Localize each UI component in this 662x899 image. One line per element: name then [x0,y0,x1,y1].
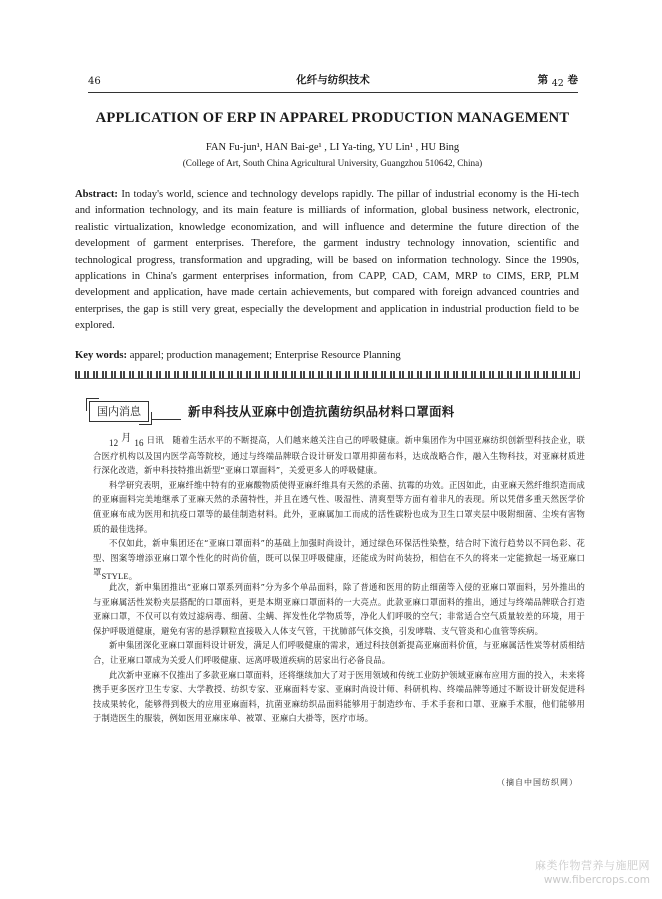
news-style-word: STYLE。 [101,571,138,582]
header-rule [88,92,578,93]
paper-title: APPLICATION OF ERP IN APPAREL PRODUCTION MANAGEMENT [95,110,570,126]
page-number: 46 [88,76,101,87]
decorative-border-rule [75,378,580,379]
keywords [75,350,579,361]
news-date-suffix: 日讯 [146,435,164,445]
news-paragraph-1-text: 随着生活水平的不断提高，人们越来越关注自己的呼吸健康。新申集团作为中国亚麻纺织创新型科技企业，联合医疗机构以及国内医学高等院校，通过与终端品牌联合设计研发口罩用抑菌布料，达成战略合作，融入生物科技，对亚麻材质进行深化改造，新申科技特推出新型“亚麻口罩面料”，关爱更多人的呼吸健康。 [93,435,585,476]
paper-authors: FAN Fu-jun¹, HAN Bai-ge¹ , LI Ya-ting, YU Lin¹ , HU Bing [205,142,460,153]
news-paragraph-2: 科学研究表明，亚麻纤维中特有的亚麻酸物质使得亚麻纤维具有天然的杀菌、抗霉的功效。正因如此，由亚麻天然纤维织造而成的亚麻面料完美地继承了亚麻天然的杀菌特性，并且在透气性、吸湿性、清爽型等方面有着非凡的表现。所以凭借多重天然医学价值亚麻布成为医用和抗疫口罩等的最佳制造材料。此外，亚麻属加工而成的活性碳粉也成为卫生口罩夹层中吸附细菌、尘埃有害物质的最佳选择。 [93,479,585,534]
running-header [88,70,578,90]
abstract [75,187,579,335]
news-label-rule [151,419,181,420]
abstract-label: Abstract: [75,189,118,200]
decorative-border [75,371,580,378]
paper-affiliation: (College of Art, South China Agricultural University, Guangzhou 510642, China) [182,158,483,168]
news-date-month: 12 [109,438,119,448]
news-paragraph-3 [93,536,585,580]
news-title: 新申科技从亚麻中创造抗菌纺织品材料口罩面料 [188,404,455,419]
volume-suffix: 卷 [567,74,578,86]
journal-name: 化纤与纺织技术 [296,74,370,86]
news-body [93,433,585,726]
watermark-line-1: 麻类作物营养与施肥网 [535,859,650,872]
news-date-month-unit: 月 [121,433,132,444]
keywords-label: Key words: [75,350,128,361]
volume-prefix: 第 [537,74,549,86]
news-section-label: 国内消息 [89,401,149,422]
news-paragraph-4: 此次，新申集团推出“亚麻口罩系列面料”分为多个单品面料，除了普通和医用的防止细菌等入侵的亚麻口罩面料，另外推出的与亚麻属活性炭粉夹层搭配的口罩面料，更是本期亚麻口罩面料的一大亮点。此款亚麻口罩面料的推出，通过与终端品牌联合打造亚麻口罩，不仅可以有效过滤病毒、细菌、尘螨、挥发性化学物质等，净化人们呼吸的空气；非常适合空气质量较差的环境，用于保护呼吸道健康，避免有害的悬浮颗粒直接吸入人体支气管，干扰肺部气体交换，引发哮喘、支气管炎和心血管等疾病。 [93,581,585,636]
news-paragraph-3-text: 不仅如此，新申集团还在“亚麻口罩面料”的基础上加强时尚设计，通过绿色环保活性染整，结合时下流行趋势以不同色彩、花型、图案等增添亚麻口罩个性化的时尚价值，既可以保卫呼吸健康，还能成为时尚装扮，相信在不久的将来一定能掀起一场亚麻口罩 [93,538,585,578]
watermark [535,858,650,888]
abstract-text: In today's world, science and technology develops rapidly. The pillar of industrial economy is the Hi-tech and information technology, and its main feature is milliards of information, global business network, electronic, realistic virtualization, knowledge economization, and will influence and determine the future direction of the development of garment enterprises. Therefore, the garment industry technology innovation, scientific and technological progress, transformation and upgrading, will be based on information technology. Since the 1990s, applications in China's garment enterprises information, from CAPP, CAD, CAM, MRP to CIMS, ERP, PLM development and application, have made certain achievements, but compared with foreign advanced countries and enterprises, the gap is still very great, especially the development and application in industrial production field to be explored. [75,189,579,332]
volume-label [538,72,578,87]
news-paragraph-1 [93,433,585,478]
volume-number: 42 [551,78,564,89]
news-date-day: 16 [134,438,144,448]
news-paragraph-5: 新申集团深化亚麻口罩面料设计研发，满足人们呼吸健康的需求，通过科技创新提高亚麻面料价值，与亚麻属活性炭等材质相结合，让亚麻口罩成为关爱人们呼吸健康、远离呼吸道疾病的居家出行必备良品。 [93,640,585,665]
news-source: （摘自中国纺织网） [497,778,578,787]
watermark-line-2: www.fibercrops.com [543,874,650,886]
news-paragraph-6: 此次新申亚麻不仅推出了多款亚麻口罩面料，还将继续加大了对于医用领域和传统工业防护领域亚麻布应用方面的投入，未来将携手更多医疗卫生专家、大学教授、纺织专家、亚麻面料专家、亚麻时尚设计师、科研机构、终端品牌等通过不断设计研发促进科技成果转化，能够得到极大的应用亚麻面料，抗菌亚麻纺织品面料能够用于制造纱布、手术手套和口罩、亚麻手术服，他们能够用于制造医生的服装，例如医用亚麻床单、被罩、亚麻白大褂等，医疗市场。 [93,669,585,724]
keywords-text: apparel; production management; Enterprise Resource Planning [127,350,401,361]
